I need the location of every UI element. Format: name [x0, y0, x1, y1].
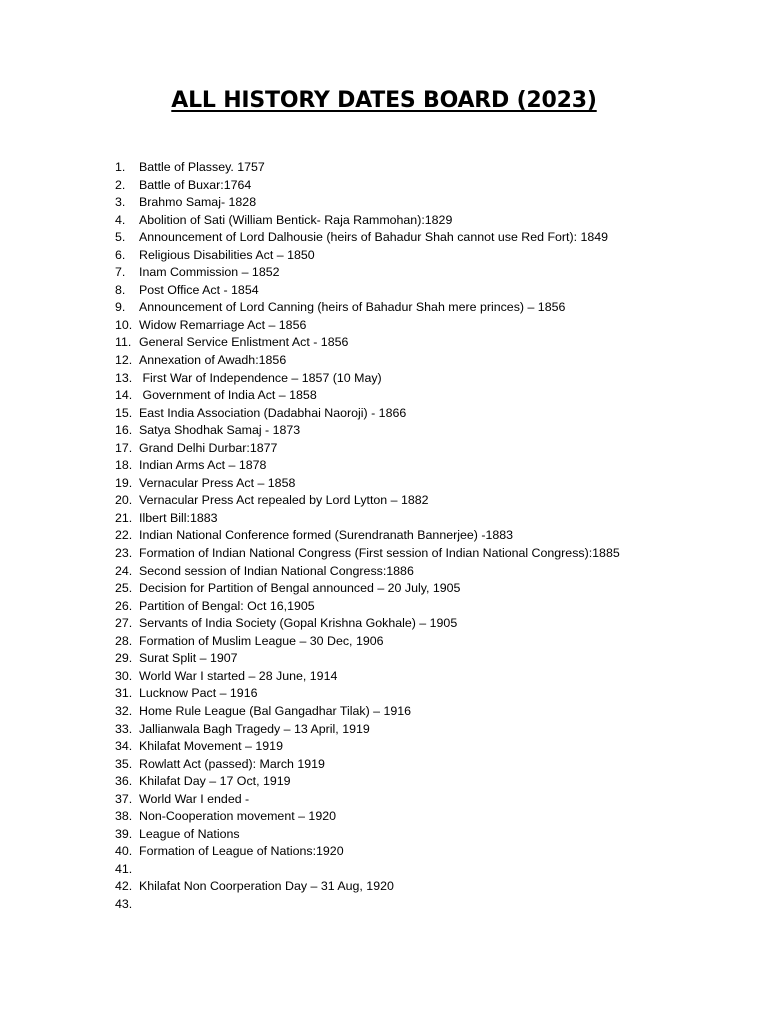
- list-item-text: Formation of Indian National Congress (First session of Indian National Congress):1885: [139, 546, 620, 561]
- list-item-number: 1.: [115, 160, 126, 174]
- list-item-text: First War of Independence – 1857 (10 May): [139, 370, 382, 385]
- list-item-text: Vernacular Press Act repealed by Lord Lytton – 1882: [139, 493, 429, 508]
- list-item: [0, 861, 768, 879]
- list-item-number: 25.: [115, 581, 133, 596]
- list-item: [0, 808, 768, 826]
- list-item-number: 9.: [115, 300, 126, 315]
- list-item-number: 24.: [115, 563, 133, 578]
- list-item-text: Inam Commission – 1852: [139, 265, 280, 280]
- list-item-text: Indian Arms Act – 1878: [139, 458, 267, 473]
- list-item-text: Khilafat Movement – 1919: [139, 739, 283, 754]
- list-item-text: Second session of Indian National Congress:1886: [139, 563, 414, 578]
- list-item-number: 13.: [115, 370, 133, 385]
- list-item: [0, 685, 768, 703]
- list-item: [0, 212, 768, 230]
- list-item-number: 28.: [115, 633, 133, 648]
- list-item-text: Ilbert Bill:1883: [139, 510, 218, 525]
- list-item: [0, 773, 768, 791]
- list-item-number: 43.: [115, 896, 133, 911]
- list-item-text: Announcement of Lord Dalhousie (heirs of Bahadur Shah cannot use Red Fort): 1849: [139, 230, 609, 245]
- list-item-text: Indian National Conference formed (Surendranath Bannerjee) -1883: [139, 528, 514, 543]
- list-item-number: 36.: [115, 774, 133, 789]
- list-item-number: 33.: [115, 721, 133, 736]
- list-item: [0, 159, 768, 177]
- list-item-text: Partition of Bengal: Oct 16,1905: [139, 598, 315, 613]
- list-item-text: Battle of Plassey. 1757: [139, 160, 265, 174]
- list-item-text: Annexation of Awadh:1856: [139, 353, 287, 368]
- list-item: [0, 264, 768, 282]
- list-item-text: Khilafat Day – 17 Oct, 1919: [139, 774, 291, 789]
- list-item-number: 26.: [115, 598, 133, 613]
- list-item-number: 4.: [115, 212, 126, 227]
- list-item: [0, 352, 768, 370]
- list-item-text: Formation of Muslim League – 30 Dec, 1906: [139, 633, 384, 648]
- list-item: [0, 229, 768, 247]
- list-item-number: 16.: [115, 423, 133, 438]
- list-item: [0, 475, 768, 493]
- list-item-text: Announcement of Lord Canning (heirs of Bahadur Shah mere princes) – 1856: [139, 300, 566, 315]
- list-item-number: 34.: [115, 739, 133, 754]
- list-item: [0, 492, 768, 510]
- list-item-number: 15.: [115, 405, 133, 420]
- list-item-text: Rowlatt Act (passed): March 1919: [139, 756, 325, 771]
- list-item: [0, 598, 768, 616]
- list-item-text: Grand Delhi Durbar:1877: [139, 440, 278, 455]
- list-item-text: Vernacular Press Act – 1858: [139, 475, 296, 490]
- list-item: [0, 615, 768, 633]
- list-item-number: 5.: [115, 230, 126, 245]
- list-item-number: 41.: [115, 861, 133, 876]
- list-item: [0, 282, 768, 300]
- list-item-number: 29.: [115, 651, 133, 666]
- list-item-number: 2.: [115, 177, 126, 192]
- list-item-number: 27.: [115, 616, 133, 631]
- list-item-number: 23.: [115, 546, 133, 561]
- list-item-text: General Service Enlistment Act - 1856: [139, 335, 349, 350]
- list-item-text: Home Rule League (Bal Gangadhar Tilak) – 1916: [139, 703, 412, 718]
- list-item-text: Post Office Act - 1854: [139, 282, 259, 297]
- list-item: [0, 843, 768, 861]
- list-item-number: 32.: [115, 703, 133, 718]
- list-item-number: 10.: [115, 317, 133, 332]
- list-item: [0, 299, 768, 317]
- list-item: [0, 334, 768, 352]
- list-item-number: 11.: [115, 335, 132, 350]
- list-item-text: Brahmo Samaj- 1828: [139, 195, 257, 210]
- list-item: [0, 896, 768, 914]
- list-item: [0, 878, 768, 896]
- list-item-number: 21.: [115, 510, 133, 525]
- list-item-text: Lucknow Pact – 1916: [139, 686, 258, 701]
- list-item-number: 3.: [115, 195, 126, 210]
- list-item-text: Surat Split – 1907: [139, 651, 238, 666]
- list-item: [0, 194, 768, 212]
- list-item-number: 8.: [115, 282, 126, 297]
- list-item: [0, 457, 768, 475]
- list-item: [0, 527, 768, 545]
- list-item-text: Battle of Buxar:1764: [139, 177, 252, 192]
- dates-list: [0, 159, 768, 914]
- list-item-text: Jallianwala Bagh Tragedy – 13 April, 1919: [139, 721, 370, 736]
- list-item-text: Abolition of Sati (William Bentick- Raja Rammohan):1829: [139, 212, 453, 227]
- list-item: [0, 721, 768, 739]
- list-item-number: 14.: [115, 388, 133, 403]
- list-item-text: East India Association (Dadabhai Naoroji) - 1866: [139, 405, 407, 420]
- list-item-text: Satya Shodhak Samaj - 1873: [139, 423, 301, 438]
- list-item-number: 12.: [115, 353, 133, 368]
- list-item: [0, 177, 768, 195]
- list-item-number: 38.: [115, 809, 133, 824]
- list-item: [0, 633, 768, 651]
- list-item-number: 40.: [115, 844, 133, 859]
- list-item-text: Formation of League of Nations:1920: [139, 844, 344, 859]
- page-title: ALL HISTORY DATES BOARD (2023): [171, 88, 597, 113]
- list-item: [0, 387, 768, 405]
- list-item-text: Non-Cooperation movement – 1920: [139, 809, 336, 824]
- list-item: [0, 826, 768, 844]
- list-item-number: 18.: [115, 458, 133, 473]
- list-item-number: 42.: [115, 879, 133, 894]
- list-item-text: Decision for Partition of Bengal announced – 20 July, 1905: [139, 581, 461, 596]
- list-item: [0, 545, 768, 563]
- list-item-text: Religious Disabilities Act – 1850: [139, 247, 315, 262]
- list-item-number: 39.: [115, 826, 133, 841]
- list-item-number: 6.: [115, 247, 126, 262]
- list-item: [0, 738, 768, 756]
- list-item: [0, 703, 768, 721]
- list-item: [0, 791, 768, 809]
- list-item-number: 35.: [115, 756, 133, 771]
- list-item-number: 31.: [115, 686, 133, 701]
- list-item: [0, 440, 768, 458]
- list-item: [0, 668, 768, 686]
- list-item-number: 30.: [115, 668, 133, 683]
- list-item-number: 37.: [115, 791, 133, 806]
- list-item: [0, 510, 768, 528]
- list-item-text: Servants of India Society (Gopal Krishna Gokhale) – 1905: [139, 616, 458, 631]
- list-item-text: Widow Remarriage Act – 1856: [139, 317, 307, 332]
- list-item-text: World War I started – 28 June, 1914: [139, 668, 338, 683]
- list-item: [0, 756, 768, 774]
- list-item: [0, 405, 768, 423]
- list-item-number: 19.: [115, 475, 133, 490]
- list-item: [0, 422, 768, 440]
- list-item-text: World War I ended -: [139, 791, 250, 806]
- list-item-number: 17.: [115, 440, 133, 455]
- list-item-text: Khilafat Non Coorperation Day – 31 Aug, 1920: [139, 879, 394, 894]
- list-item: [0, 580, 768, 598]
- list-item: [0, 247, 768, 265]
- list-item: [0, 370, 768, 388]
- list-item: [0, 317, 768, 335]
- list-item-number: 7.: [115, 265, 126, 280]
- list-item-number: 22.: [115, 528, 133, 543]
- list-item: [0, 563, 768, 581]
- list-item-number: 20.: [115, 493, 133, 508]
- list-item: [0, 650, 768, 668]
- list-item-text: Government of India Act – 1858: [139, 388, 317, 403]
- list-item-text: League of Nations: [139, 826, 240, 841]
